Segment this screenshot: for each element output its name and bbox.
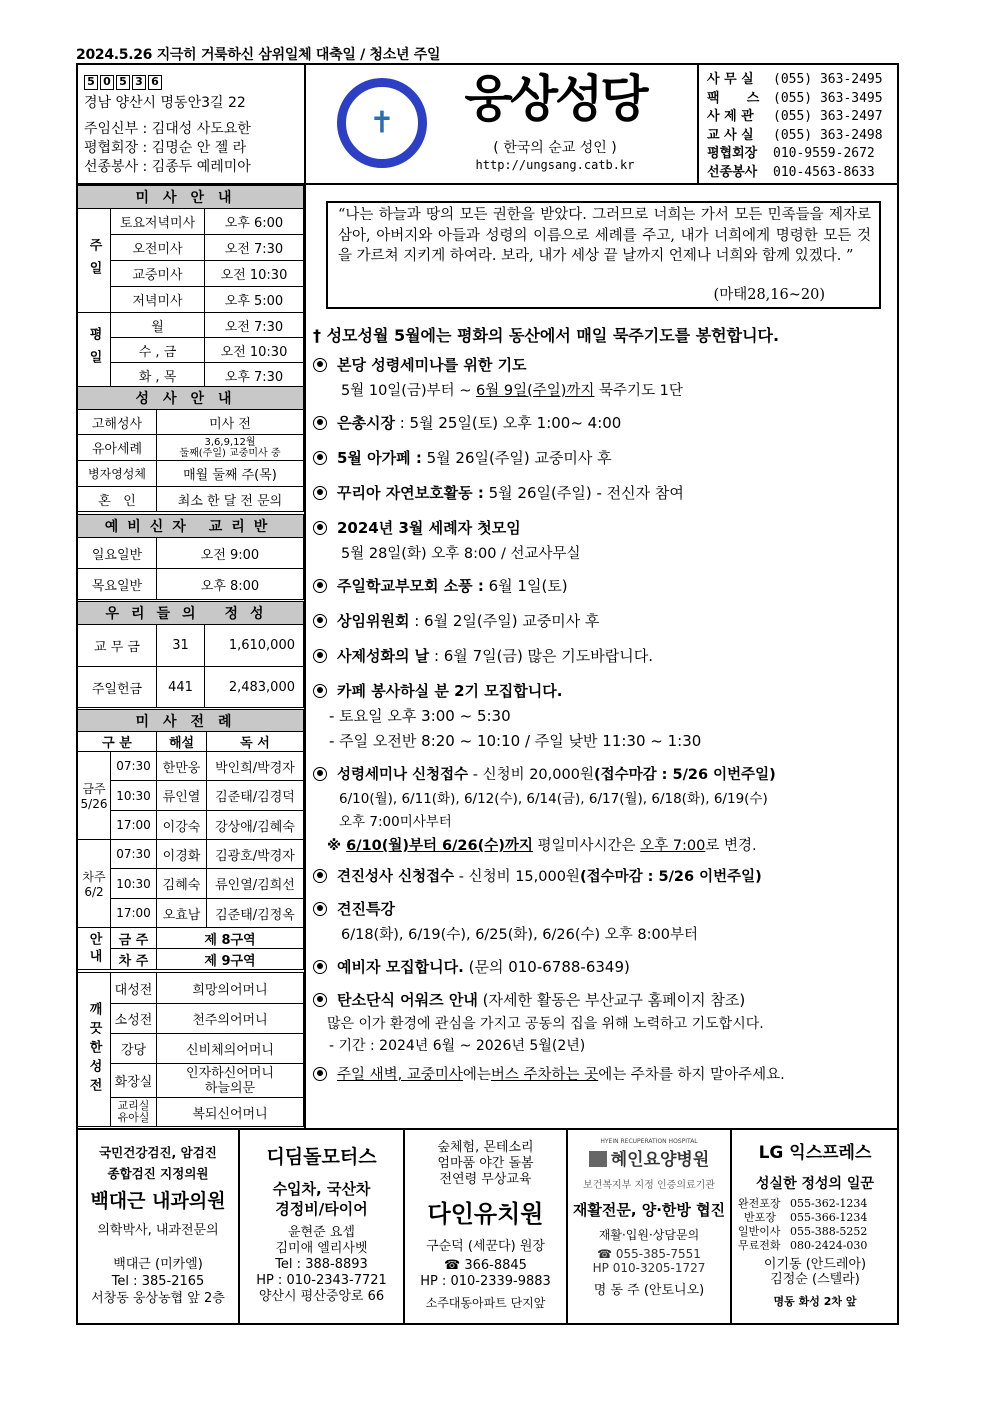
sacrament-value: 매월 둘째 주(목) [157, 461, 304, 487]
notice-item: 주일 새벽, 교중미사 에는 버스 주차하는 곳 에는 주차를 하지 말아주세요. [313, 1063, 898, 1084]
notice-headline: † 성모성월 5월에는 평화의 동산에서 매일 묵주기도를 봉헌합니다. [313, 326, 780, 345]
church-subtitle: ( 한국의 순교 성인 ) [493, 140, 617, 156]
zip-digit: 5 [116, 75, 130, 90]
address: 경남 양산시 명동안3길 22 [84, 95, 246, 111]
sacrament-value: 미사 전 [157, 410, 304, 435]
notice-item: 성령세미나 신청접수 - 신청비 20,000원 (접수마감 : 5/26 이번주일) 6/10(월), 6/11(화), 6/12(수), 6/14(금), 6/17(월), 6/18(화), 6/19(수) 오후 7:00미사부터 ※ 6/10(월)부터 6/26(수)까지 평일미사시간은 오후 7:00로 변경. [313, 763, 898, 855]
radio-bullet-icon [313, 869, 327, 883]
radio-bullet-icon [313, 451, 327, 465]
church-title: 웅상성당 [464, 70, 646, 128]
section-header: 우리들의 정성 [78, 602, 304, 625]
clean-group: 신비체의어머니 [157, 1034, 304, 1064]
mass-time: 07:30 [111, 840, 157, 869]
mass-name: 화 , 목 [111, 363, 205, 388]
clean-place: 소성전 [111, 1004, 157, 1034]
radio-bullet-icon [313, 960, 327, 974]
radio-bullet-icon [313, 579, 327, 593]
class-name: 목요일반 [78, 569, 157, 600]
ad-hospital: HYEIN RECUPERATION HOSPITAL 혜인요양병원 보건복지부 지정 인증의료기관 재활전문, 양·한방 협진 재활·입원·상담문의 ☎ 055-385-7551 HP 010-3205-1727 명 동 주 (안토니오) [568, 1130, 732, 1323]
offering-name: 주일헌금 [78, 667, 157, 708]
readers: 박인희/박경자 [207, 752, 304, 781]
notices-list [313, 323, 898, 1084]
readers: 김준태/김정옥 [207, 899, 304, 928]
class-time: 오후 8:00 [157, 569, 304, 600]
church-emblem-icon: ✝ [337, 78, 427, 168]
commentator: 한만웅 [157, 752, 207, 781]
mass-time: 오전 10:30 [205, 338, 304, 363]
radio-bullet-icon [313, 1067, 327, 1081]
offering-amount: 1,610,000 [205, 625, 304, 667]
column-header: 해설 [157, 732, 207, 752]
sacrament-value: 최소 한 달 전 문의 [157, 487, 304, 512]
guide-value: 제 8구역 [157, 928, 304, 949]
radio-bullet-icon [313, 993, 327, 1007]
section-header: 성사안내 [78, 387, 304, 410]
notice-item: 5월 아가페 : 5월 26일(주일) 교중미사 후 [313, 447, 898, 468]
sacrament-value: 3,6,9,12월 둘째(주일) 교중미사 중 [157, 435, 304, 461]
notice-item: 견진특강 6/18(화), 6/19(수), 6/25(화), 6/26(수) 오후 8:00부터 [313, 898, 898, 944]
commentator: 류인열 [157, 781, 207, 811]
catechumen-table [77, 514, 304, 600]
contact-row: 사 제 관 (055) 363-2497 [707, 109, 883, 124]
readers: 김준태/김경덕 [207, 781, 304, 811]
column-header: 독 서 [207, 732, 304, 752]
offering-count: 31 [157, 625, 205, 667]
column-header: 구 분 [78, 732, 157, 752]
mass-name: 토요저녁미사 [111, 209, 205, 235]
contact-list [707, 71, 883, 182]
class-time: 오전 9:00 [157, 538, 304, 569]
mass-time: 17:00 [111, 811, 157, 840]
movers-phones: 완전포장 055-362-1234 반포장 055-366-1234 일반이사 055-388-5252 무료전화 080-2424-030 [738, 1197, 868, 1252]
zip-code [84, 75, 162, 90]
cleaning-label: 깨끗한성전 [78, 973, 111, 1127]
notice-item: 견진성사 신청접수 - 신청비 15,000원 (접수마감 : 5/26 이번주일) [313, 865, 898, 886]
readers: 김광호/박경자 [207, 840, 304, 869]
clean-place: 강당 [111, 1034, 157, 1064]
date-title: 2024.5.26 지극히 거룩하신 삼위일체 대축일 / 청소년 주일 [76, 47, 441, 63]
zip-digit: 3 [132, 75, 146, 90]
notice-item: 상임위원회 : 6월 2일(주일) 교중미사 후 [313, 610, 898, 631]
mass-time: 오전 7:30 [205, 313, 304, 338]
clean-group: 희망의어머니 [157, 973, 304, 1004]
zip-digit: 5 [84, 75, 98, 90]
radio-bullet-icon [313, 614, 327, 628]
guide-week: 금 주 [111, 928, 157, 949]
section-header: 미사전례 [78, 710, 304, 732]
readers: 강상애/김혜숙 [207, 811, 304, 840]
offering-count: 441 [157, 667, 205, 708]
sacrament-name: 혼 인 [78, 487, 157, 512]
week-label: 차주 6/2 [78, 840, 111, 928]
class-name: 일요일반 [78, 538, 157, 569]
clean-group: 복되신어머니 [157, 1098, 304, 1127]
quote-reference: (마태28,16~20) [713, 286, 825, 303]
mass-guide-table [77, 185, 304, 388]
commentator: 이강숙 [157, 811, 207, 840]
commentator: 이경화 [157, 840, 207, 869]
contact-row: 교 사 실 (055) 363-2498 [707, 127, 883, 143]
contact-row: 팩 스 (055) 363-3495 [707, 90, 883, 106]
radio-bullet-icon [313, 649, 327, 663]
radio-bullet-icon [313, 902, 327, 916]
weekday-label: 평일 [78, 313, 111, 388]
ad-kindergarten: 숲체험, 몬테소리 엄마품 야간 돌봄 전연령 무상교육 다인유치원 구순덕 (세꾼다) 원장 ☎ 366-8845 HP : 010-2339-9883 소주대동아파트 단지앞 [405, 1130, 568, 1323]
contact-row: 사 무 실 (055) 363-2495 [707, 72, 883, 87]
notice-item: 2024년 3월 세례자 첫모임 5월 28일(화) 오후 8:00 / 선교사무실 [313, 517, 898, 563]
church-url[interactable]: http://ungsang.catb.kr [475, 158, 635, 172]
contact-row: 평협회장 010-9559-2672 [707, 146, 875, 161]
clean-place: 화장실 [111, 1064, 157, 1098]
cleaning-table [77, 972, 304, 1127]
column-divider [304, 63, 306, 1130]
sacrament-name: 유아세례 [78, 435, 157, 461]
offering-amount: 2,483,000 [205, 667, 304, 708]
clean-group: 인자하신어머니 하늘의문 [157, 1064, 304, 1098]
hospital-logo-icon [589, 1151, 607, 1167]
mass-time: 10:30 [111, 869, 157, 899]
week-label: 금주 5/26 [78, 752, 111, 840]
mass-time: 07:30 [111, 752, 157, 781]
notice-item: 카페 봉사하실 분 2기 모집합니다. - 토요일 오후 3:00 ~ 5:30 - 주일 오전반 8:20 ~ 10:10 / 주일 낮반 11:30 ~ 1:30 [313, 680, 898, 751]
ad-movers: LG 익스프레스 성실한 정성의 일꾼 완전포장 055-362-1234 반포장 055-366-1234 일반이사 055-388-5252 무료전화 080-2424-030 이기동 (안드레아) 김정순 (스텔라) 명동 화성 2차 앞 [732, 1130, 898, 1323]
contact-row: 선종봉사 010-4563-8633 [707, 164, 875, 180]
mass-time: 오전 10:30 [205, 261, 304, 287]
commentator: 김혜숙 [157, 869, 207, 899]
guide-value: 제 9구역 [157, 949, 304, 970]
radio-bullet-icon [313, 767, 327, 781]
radio-bullet-icon [313, 358, 327, 372]
mass-time: 10:30 [111, 781, 157, 811]
guide-label: 안내 [78, 928, 111, 970]
guide-week: 차 주 [111, 949, 157, 970]
liturgy-table [77, 709, 304, 970]
mass-name: 교중미사 [111, 261, 205, 287]
notice-item: 사제성화의 날 : 6월 7일(금) 많은 기도바랍니다. [313, 645, 898, 666]
readers: 류인열/김희선 [207, 869, 304, 899]
sunday-label: 주일 [78, 209, 111, 313]
scripture-quote [326, 201, 881, 309]
notice-item: 꾸리아 자연보호활동 : 5월 26일(주일) - 전신자 참여 [313, 482, 898, 503]
offerings-table [77, 601, 304, 708]
offering-name: 교 무 금 [78, 625, 157, 667]
hospital-name: 혜인요양병원 [568, 1145, 730, 1170]
sacrament-table [77, 386, 304, 512]
mass-time: 오후 5:00 [205, 287, 304, 313]
mass-time: 오전 7:30 [205, 235, 304, 261]
notice-item: 은총시장 : 5월 25일(토) 오후 1:00~ 4:00 [313, 412, 898, 433]
radio-bullet-icon [313, 684, 327, 698]
notice-item: 주일학교부모회 소풍 : 6월 1일(토) [313, 575, 898, 596]
radio-bullet-icon [313, 416, 327, 430]
sacrament-name: 고해성사 [78, 410, 157, 435]
mass-time: 17:00 [111, 899, 157, 928]
mass-name: 월 [111, 313, 205, 338]
clean-place: 대성전 [111, 973, 157, 1004]
zip-digit: 6 [148, 75, 162, 90]
staff-list [84, 120, 251, 177]
header-divider [697, 63, 699, 185]
section-header: 예비신자 교리반 [78, 515, 304, 538]
zip-digit: 0 [100, 75, 114, 90]
ad-clinic: 국민건강검진, 암검진 종합검진 지정의원 백대근 내과의원 의학박사, 내과전문의 백대근 (미카엘) Tel : 385-2165 서창동 웅상농협 앞 2층 [78, 1130, 240, 1323]
mass-name: 오전미사 [111, 235, 205, 261]
mass-time: 오후 7:30 [205, 363, 304, 388]
notice-item: 본당 성령세미나를 위한 기도 5월 10일(금)부터 ~ 6월 9일(주일)까지 묵주기도 1단 [313, 354, 898, 400]
staff-pastor: 주임신부 : 김대성 사도요한 [84, 121, 251, 137]
mass-name: 저녁미사 [111, 287, 205, 313]
notice-item: 탄소단식 어워즈 안내 (자세한 활동은 부산교구 홈페이지 참조) 많은 이가 환경에 관심을 가지고 공동의 집을 위해 노력하고 기도합시다. - 기간 : 2024년 6월 ~ 2026년 5월(2년) [313, 989, 898, 1055]
radio-bullet-icon [313, 486, 327, 500]
commentator: 오효남 [157, 899, 207, 928]
radio-bullet-icon [313, 521, 327, 535]
section-header: 미사안내 [78, 186, 304, 209]
quote-text: “나는 하늘과 땅의 모든 권한을 받았다. 그러므로 너희는 가서 모든 민족들을 제자로 삼아, 아버지와 아들과 성령의 이름으로 세례를 주고, 내가 너희에게 명령한 모든 것을 가르쳐 지키게 하여라. 보라, 내가 세상 끝 날까지 언제나 너희와 함께 있겠다. ” [338, 207, 871, 264]
ad-motors: 디딤돌모터스 수입차, 국산차 경정비/타이어 윤현준 요셉 김미애 엘리사벳 Tel : 388-8893 HP : 010-2343-7721 양산시 평산중앙로 66 [240, 1130, 405, 1323]
notice-item: 예비자 모집합니다. (문의 010-6788-6349) [313, 956, 898, 977]
staff-funeral: 선종봉사 : 김종두 예레미아 [84, 159, 251, 175]
staff-council: 평협회장 : 김명순 안 젤 라 [84, 140, 247, 156]
mass-time: 오후 6:00 [205, 209, 304, 235]
clean-place: 교리실 유아실 [111, 1098, 157, 1127]
mass-name: 수 , 금 [111, 338, 205, 363]
sacrament-name: 병자영성체 [78, 461, 157, 487]
clean-group: 천주의어머니 [157, 1004, 304, 1034]
